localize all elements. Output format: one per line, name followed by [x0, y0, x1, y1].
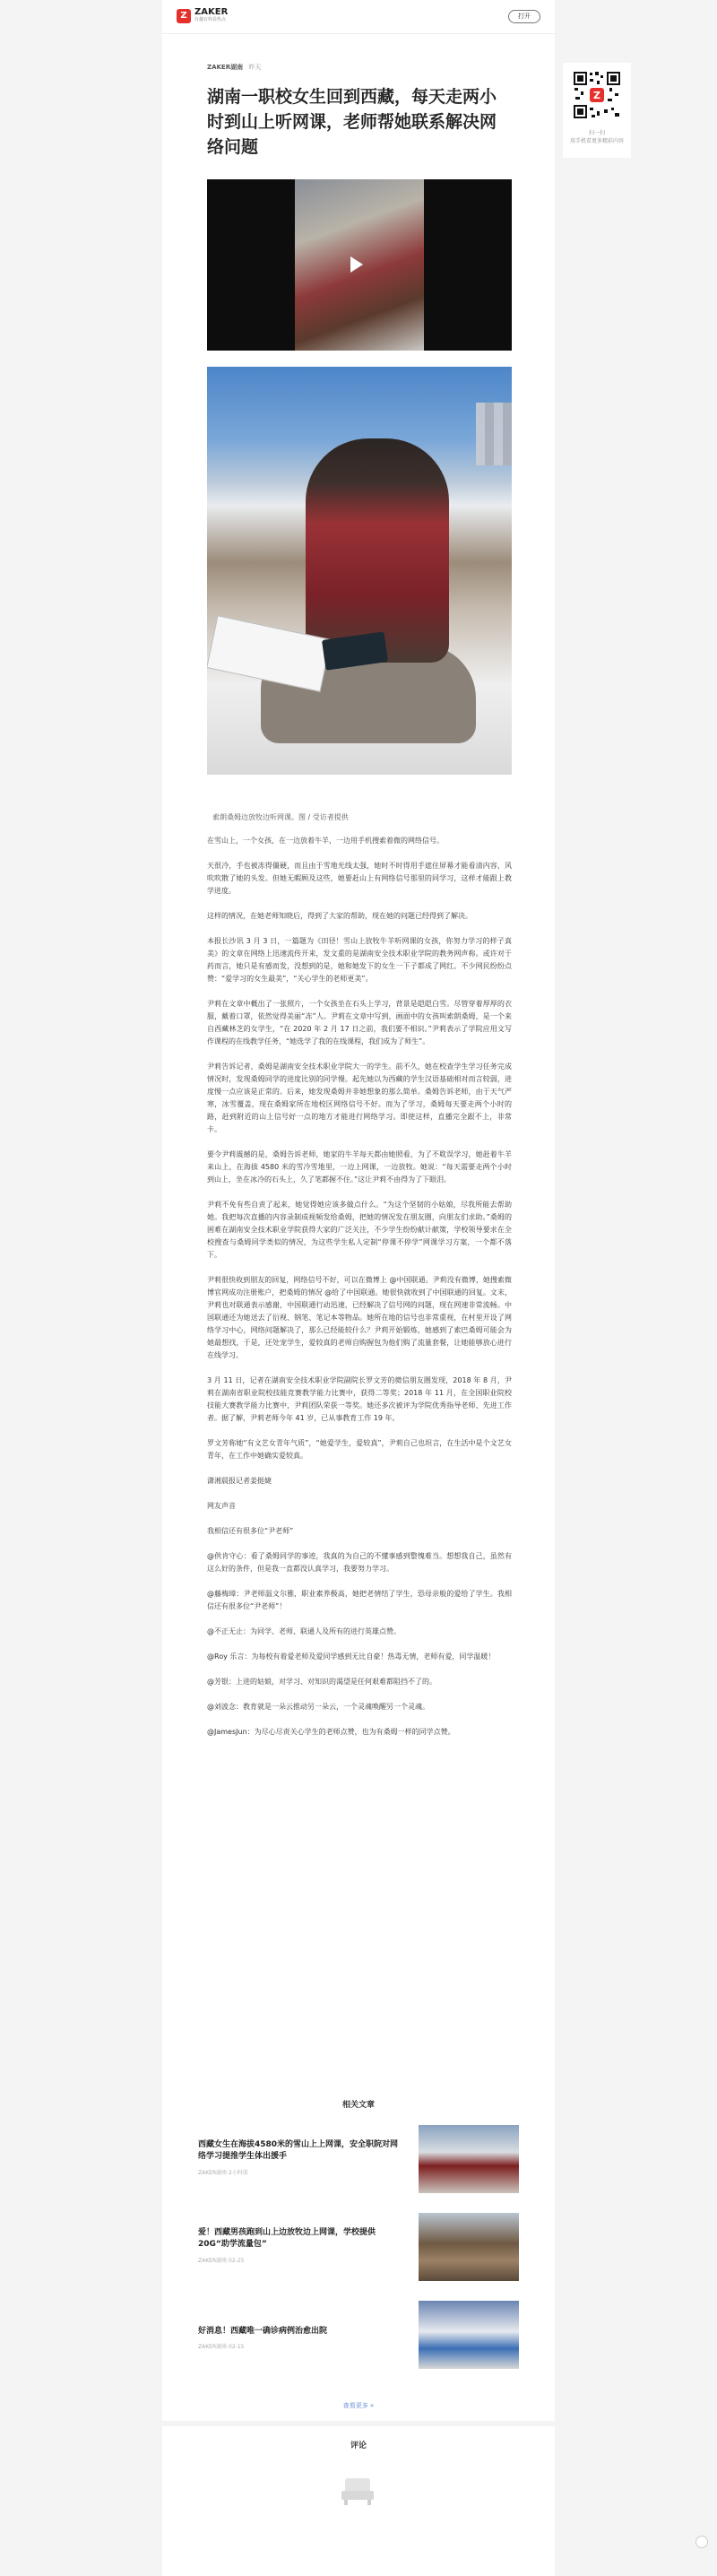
article-photo: [207, 367, 512, 775]
related-item-thumbnail[interactable]: [419, 2125, 519, 2193]
photo-caption: 索朗桑姆边放牧边听网课。图 / 受访者提供: [212, 813, 349, 821]
related-item[interactable]: [198, 2213, 519, 2281]
article-title: 湖南一职校女生回到西藏，每天走两小时到山上听网课，老师帮她联系解决网络问题: [207, 87, 497, 157]
netizen-comment: @芳银：上进的姑娘，对学习、对知识的渴望是任何艰难都阻挡不了的。: [207, 1678, 436, 1686]
paragraph: 本报长沙讯 3 月 3 日，一篇题为《田径！雪山上放牧牛羊听网课的女孩，你努力学习的样子真美》的文章在网络上迅速流传开来，发文重的是湖南安全技术职业学院的教务网声称。或许对于药而言，她只是有感而发，没想到的是，她和她发下的女生一下子都成了网红。不少网民纷纷点赞：“爱学习的女生最美”，“关心学生的老师更美”。: [207, 937, 512, 983]
logo-text: [194, 8, 228, 23]
top-bar: [162, 0, 555, 34]
logo-name: ZAKER: [194, 7, 229, 17]
paragraph: 尹莉在文章中概出了一张照片，一个女孩坐在石头上学习，背景是皑皑白雪。尽管穿着厚厚的衣服，戴着口罩，依然觉得美丽“冻”人。尹莉在文章中写到，画面中的女孩叫索朗桑姆，是一个来自西藏林芝的女学生，“在 2020 年 2 月 17 日之前，我们要不相识。”尹莉表示了学院应用文写作课程的在线教学任务，“她选学了我的在线课程，我们成为了师生”。: [207, 1000, 512, 1045]
paragraph: 尹莉很快收到朋友的回复，网络信号不好，可以在微博上 @中国联通。尹莉没有微博，她搜索微博官网成功注册账户，把桑姆的情况 @给了中国联通。她很快就收到了中国联通的回复。文末，尹莉也对联通表示感谢，中国联通行动迅速，已经解决了信号网的问题，现在网速非常流畅。中国联通还为她送去了衍视、钢笔、笔记本等物品。她所在地的信号也非常重视，在村里开设了网络学习中心，网络问题解决了，那么已经能较什么？尹莉开始锻炼，她感到了索巴桑姆可能会为她最想找，于是，还处宠学生，爱较真的老师自购握包为他们购了流量套餐，让她能够放心进行在线学习。: [207, 1276, 512, 1359]
related-item-thumbnail[interactable]: [419, 2301, 519, 2369]
paragraph: 罗文芳称她“有文艺女青年气质”，“她爱学生，爱较真”，尹莉自己也坦言，在生活中是个文艺女青年，在工作中她确实爱较真。: [207, 1439, 512, 1460]
netizen-comment: @Roy 乐言：为每校有着爱老师及爱同学感到无比自豪！热毒无情，老师有爱，同学温暖！: [207, 1652, 496, 1661]
article-column: [162, 0, 555, 2576]
photo-person: [306, 438, 449, 663]
qr-code-icon[interactable]: [572, 70, 622, 120]
paragraph: 在雪山上，一个女孩，在一边放着牛羊，一边用手机搜索着微的网络信号。: [207, 837, 444, 845]
view-more-link[interactable]: 查看更多 »: [342, 2402, 375, 2409]
netizen-comment: @JamesJun：为尽心尽责关心学生的老师点赞，也为有桑姆一样的同学点赞。: [207, 1728, 455, 1736]
logo-mark-icon: Z: [177, 9, 191, 23]
netizen-comment: @藤梅璋：尹老师温文尔雅，职业素养极高，她把老情结了学生，恐母亲般的爱给了学生。我相信还有很多位“尹老师”！: [207, 1590, 512, 1610]
paragraph: 3 月 11 日，记者在湖南安全技术职业学院副院长罗文芳的微信朋友圈发现，2018 年 8 月，尹莉在湖南省职业院校技能竞赛教学能力比赛中，获得二等奖；2018 年 11 月，在全国职业院校技能大赛教学能力比赛中，尹莉团队荣获一等奖。她还多次被评为学院优秀指导老师、先进工作者。据了解，尹莉老师今年 41 岁，已从事教育工作 19 年。: [207, 1376, 512, 1422]
related-item[interactable]: [198, 2301, 519, 2369]
paragraph: 尹莉告诉记者，桑姆是湖南安全技术职业学院大一的学生。前不久，她在校查学生学习任务完成情况时，发现桑姆同学的进度比别的同学慢。起先她以为西藏的学生汉语基础相对而言较弱，进度慢一点应该是正常的。后来，她发现桑姆并非她想象的那么简单。桑姆告诉老师，由于天气严寒，冰雪覆盖，现在桑姆家所在地校区网络信号不好。而为了学习，桑姆每天要走两个小时的路，赶到附近的山上信号好一点的地方才能进行网络学习。即使这样，直播完全跟不上，非常卡。: [207, 1062, 512, 1133]
related-item-meta: ZAKER湖南 02-15: [198, 2344, 245, 2350]
related-item[interactable]: [198, 2125, 519, 2193]
article-body: [207, 835, 512, 1739]
qr-panel: [563, 63, 631, 158]
svg-text:Z: Z: [593, 90, 600, 101]
blurred-region: [476, 403, 512, 465]
section-heading: 网友声音: [207, 1502, 236, 1510]
related-item-meta: ZAKER湖南 2小时前: [198, 2170, 248, 2176]
source-name[interactable]: ZAKER湖南: [207, 64, 244, 71]
sofa-leg: [344, 2500, 348, 2505]
related-item-thumbnail[interactable]: [419, 2213, 519, 2281]
qr-text: 扫一扫 用手机看更多精彩内容: [569, 130, 624, 144]
comment-heading: 评论: [350, 2442, 367, 2450]
scroll-to-top-button[interactable]: [695, 2536, 708, 2548]
open-app-button[interactable]: 打开: [508, 10, 540, 23]
sofa-seat: [341, 2491, 374, 2500]
netizen-comment: @刘波念：教育就是一朵云推动另一朵云，一个灵魂唤醒另一个灵魂。: [207, 1703, 429, 1711]
comment-section: [162, 2421, 555, 2450]
related-item-title[interactable]: 爱！西藏男孩跑到山上边放牧边上网课，学校提供20G“助学流量包”: [198, 2228, 376, 2249]
logo-sub: 有趣有料看热点: [194, 17, 227, 22]
sofa-leg: [367, 2500, 371, 2505]
video-player[interactable]: [207, 179, 512, 351]
source-line: [207, 63, 512, 72]
related-item-title[interactable]: 西藏女生在海拔4580米的雪山上上网课，安全职院对网络学习提推学生体出援手: [198, 2140, 399, 2161]
reporter-line: 潇湘晨报记者姜挺婕: [207, 1477, 272, 1485]
related-item-title[interactable]: 好消息！西藏唯一确诊病例治愈出院: [198, 2327, 328, 2336]
zaker-logo[interactable]: [177, 8, 228, 23]
paragraph: 这样的情况，在她老师知晓后，得到了大家的帮助，现在她的问题已经得到了解决。: [207, 912, 472, 920]
paragraph: 尹莉不免有些自责了起来，她觉得她应该多做点什么。“为这个坚韧的小姑娘，尽我所能去帮助她。我把每次直播的内容录制成视频发给桑姆，把她的情况发在朋友圈，向朋友们求助。”桑姆的困难在湖南安全技术职业学院获得大家的广泛关注，不少学生纷纷献计献策，学校领导要求在全校搜查与桑姆同学类似的情况，为这些学生私人定制“停课不停学”网课学习方案，一个都不落下。: [207, 1201, 512, 1259]
section-subheading: 我相信还有很多位“尹老师”: [207, 1527, 294, 1535]
paragraph: 要令尹莉震撼的是，桑姆告诉老师，她家的牛羊每天都由她照看，为了不耽误学习，她赶着牛羊来山上，在海拔 4580 米的雪冷雪地里，一边上网课，一边放牧。她说：“每天需要走两个小时到山上，坐在冰冷的石头上，久了笔都握不住。”这让尹莉不由得为了下眼泪。: [207, 1150, 512, 1184]
related-articles: [162, 2098, 555, 2409]
play-icon[interactable]: [350, 256, 363, 273]
netizen-comment: @供肯守心：看了桑姆同学的事迹，我真的为自己的不懂事感到整愧难当。想想我自己，虽然有这么好的条件，但是我一直都没认真学习，我要努力学习。: [207, 1552, 512, 1573]
related-heading: 相关文章: [341, 2101, 375, 2110]
empty-sofa-icon: [341, 2478, 374, 2505]
publish-time: 昨天: [248, 64, 262, 71]
netizen-comment: @不正无止：为同学、老师、联通人及所有的进行英雄点赞。: [207, 1627, 401, 1635]
paragraph: 天很冷，手也被冻得僵硬，而且由于雪地光线太强，她时不时得用手遮住屏幕才能看清内容，风吹吹散了她的头发。但她无暇顾及这些，她要赶山上有网络信号那里的同学习，这样才能跟上教学进度。: [207, 862, 512, 895]
article: [207, 63, 512, 1739]
related-item-meta: ZAKER湖南 02-25: [198, 2258, 245, 2264]
